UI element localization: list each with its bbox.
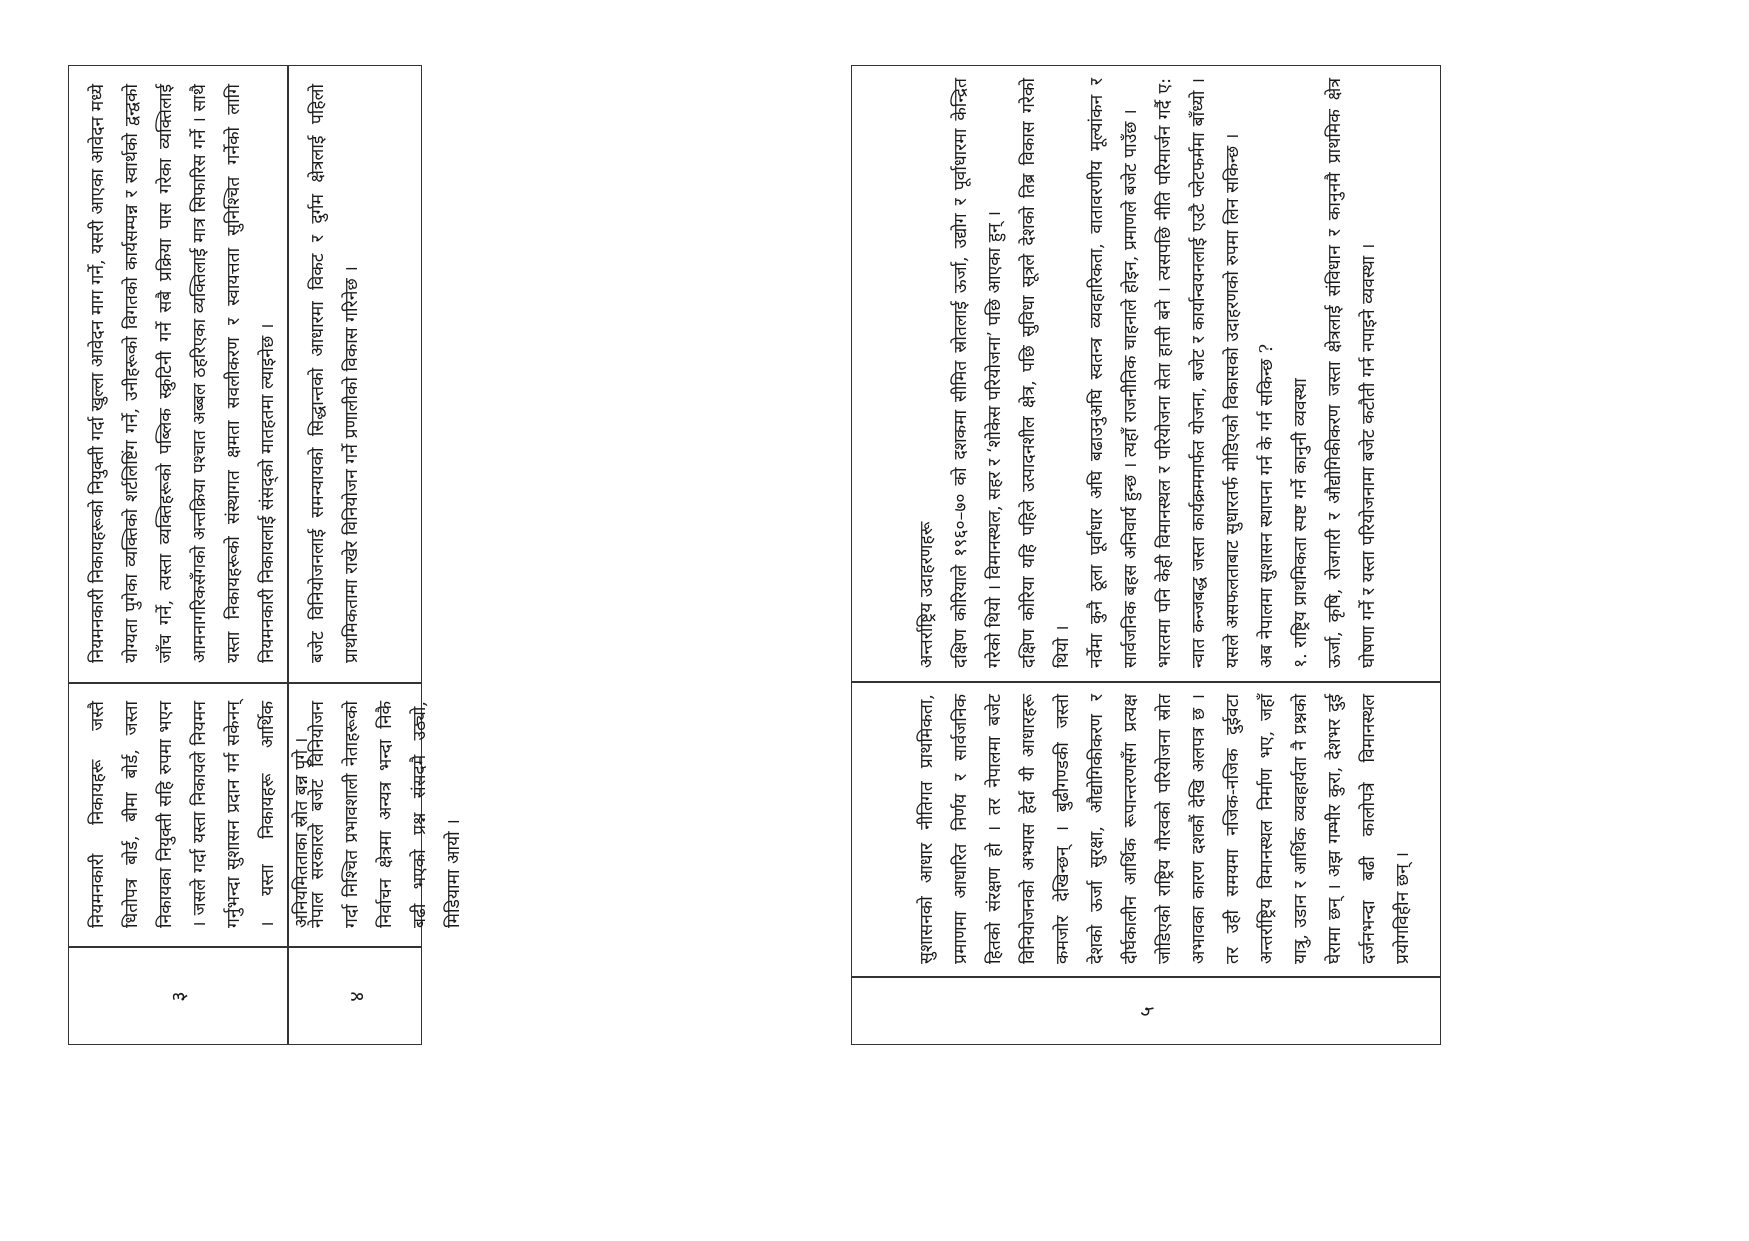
row-5-solution-cell [902, 66, 1442, 680]
row-5-solution-text: अन्तर्राष्ट्रिय उदाहरणहरू दक्षिण कोरियाले १९६०–७० को दशकमा सीमित स्रोतलाई ऊर्जा, उद्योग र पूर्वाधारमा केन्द्रित गरेको थियो । विमानस्थल, सहर र ‘शोकेस परियोजना’ पछि आएका हुन् । दक्षिण कोरिया यहि पहिले उत्पादनशील क्षेत्र, पछि सुविधा सूत्रले देशको तिब्र विकास गरेको थियो । नर्वेमा कुनै ठूला पूर्वाधार अघि बढाउनुअघि स्वतन्त्र व्यवहारिकता, वातावरणीय मूल्यांकन र सार्वजनिक बहस अनिवार्य हुन्छ । त्यहाँ राजनीतिक चाहनाले होइन, प्रमाणले बजेट पाउँछ । भारतमा पनि केही विमानस्थल र परियोजना सेता हात्ती बने । त्यसपछि नीति परिमार्जन गर्दै ए: न्वात कन्जबद्ध जस्ता कार्यक्रममार्फत योजना, बजेट र कार्यान्वयनलाई एउटै प्लेटफर्ममा बाँध्यो । यसले असफलताबाट सुधारतर्फ मोडिएको विकासको उदाहरणको रुपमा लिन सकिन्छ । अब नेपालमा सुशासन स्थापना गर्न के गर्न सकिन्छ ? १. राष्ट्रिय प्राथमिकता स्पष्ट गर्ने कानुनी व्यवस्था ऊर्जा, कृषि, रोजगारी र औद्योगिकीकरण जस्ता क्षेत्रलाई संविधान र कानुनमै प्राथमिक क्षेत्र घोषणा गर्ने र यस्ता परियोजनामा बजेट कटौती गर्न नपाइने व्यवस्था । [917, 78, 1379, 668]
left-page [68, 65, 464, 1045]
row-number-text: ३ [166, 991, 191, 1002]
row-number-text: ५ [1134, 1006, 1159, 1017]
row-5-problem-cell [902, 682, 1442, 976]
row-5-problem-text: सुशासनको आधार नीतिगत प्राथमिकता, प्रमाणमा आधारित निर्णय र सार्वजनिक हितको संरक्षण हो । तर नेपालमा बजेट विनियोजनको अभ्यास हेर्दा यी आधारहरू कमजोर देखिन्छन् । बुढीगण्डकी जस्तो देशको ऊर्जा सुरक्षा, औद्योगिकीकरण र दीर्घकालीन आर्थिक रूपान्तरणसँग प्रत्यक्ष जोडिएको राष्ट्रिय गौरवको परियोजना स्रोत अभावका कारण दशकौं देखि अलपत्र छ । तर उही समयमा नजिक-नजिक दुईवटा अन्तर्राष्ट्रिय विमानस्थल निर्माण भए, जहाँ यात्रु, उडान र आर्थिक व्यवहार्यता नै प्रश्नको घेरामा छन् । अझ गम्भीर कुरा, देशभर दुई दर्जनभन्दा बढी कालोपत्रे विमानस्थल प्रयोगविहीन छन् । [917, 688, 1413, 964]
row-4-problem-text: नेपाल सरकारले बजेट विनियोजन गर्दा निश्चित प्रभावशाली नेताहरूको निर्वाचन क्षेत्रमा अन्यत्र भन्दा निकै बढी भएको प्रश्न संसदमै उठ्यो, मिडियामा आयो । [308, 695, 464, 928]
row-number [289, 947, 423, 1046]
row-3-problem-text: नियमनकारी निकायहरू जस्तै धितोपत्र बोर्ड, बीमा बोर्ड, जस्ता निकायका नियुक्ती सहि रुपमा भएन । जसले गर्दा यस्ता निकायले नियमन गर्नुभन्दा सुशासन प्रदान गर्न सकेनन् । यस्ता निकायहरू आर्थिक अनियमितताका स्रोत बन्न पुगे । [88, 695, 312, 928]
row-number [69, 947, 287, 1046]
row-4-solution-cell [289, 66, 423, 681]
row-3-problem-cell [69, 683, 312, 946]
right-page [851, 65, 1441, 1045]
row-3-solution-text: नियमनकारी निकायहरूको नियुक्ती गर्दा खुल्ला आवेदन माग गर्ने, यसरी आएका आवेदन मध्ये योग्यता पुगेका व्यक्तिको शर्टलिष्टिंग गर्ने, उनीहरूको विगतको कार्यसम्पन्न र स्वार्थको द्वन्द्वको जाँच गर्ने, त्यस्ता व्यक्तिहरूको पब्लिक स्क्रुटिनी गर्ने सबै प्रक्रिया पास गरेका व्यक्तिलाई आमनागरिकसँगको अन्तक्रिया पश्चात अब्बल ठहरिएका व्यक्तिलाई मात्र सिफारिस गर्ने । साथै यस्ता निकायहरूको संस्थागत क्षमता सवलीकरण र स्वायत्तता सुनिश्चित गर्नेको लागि नियमनकारी निकायलाई संसद्को मातहतमा ल्याइनेछ । [88, 78, 278, 663]
row-4-problem-cell [289, 683, 464, 946]
row-3-solution-cell [69, 66, 287, 681]
row-number [852, 977, 1440, 1046]
row-4-solution-text: बजेट विनियोजनलाई समन्यायको सिद्धान्तको आधारमा विकट र दुर्गम क्षेत्रलाई पहिलो प्राथमिकतामा राखेर विनियोजन गर्ने प्रणालीको विकास गरिनेछ । [308, 78, 362, 663]
row-number-text: ४ [344, 991, 369, 1002]
